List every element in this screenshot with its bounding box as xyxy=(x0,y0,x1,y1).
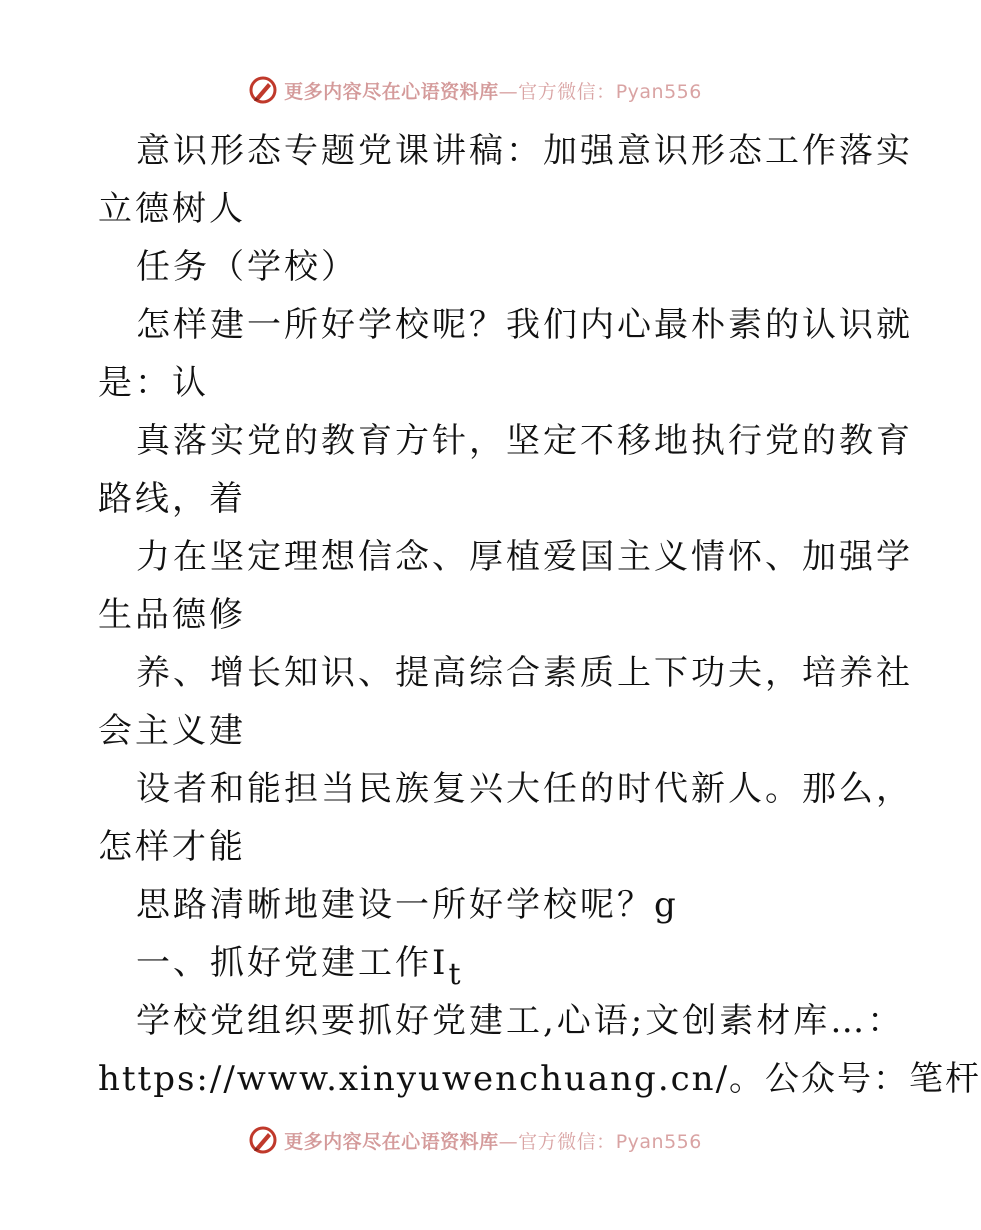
body-line: 学校党组织要抓好党建工,心语;文创素材库…： xyxy=(136,1001,905,1041)
stray-glyph-sub: t xyxy=(448,957,461,992)
pen-logo-icon xyxy=(248,1125,278,1155)
body-line: 生品德修 xyxy=(98,595,246,635)
body-line: 立德树人 xyxy=(98,189,246,229)
stray-glyph: I xyxy=(432,943,449,983)
footer-banner xyxy=(0,1120,950,1160)
body-line: 意识形态专题党课讲稿：加强意识形态工作落实 xyxy=(136,131,913,171)
header-banner-text: 更多内容尽在心语资料库—官方微信：Pyan556 xyxy=(284,80,702,103)
document-body xyxy=(98,122,981,1108)
header-banner xyxy=(0,70,950,110)
body-line: 养、增长知识、提高综合素质上下功夫，培养社 xyxy=(136,653,913,693)
footer-banner-text: 更多内容尽在心语资料库—官方微信：Pyan556 xyxy=(284,1130,702,1153)
body-line: 路线，着 xyxy=(98,479,246,519)
body-line: 怎样建一所好学校呢？我们内心最朴素的认识就 xyxy=(136,305,913,345)
body-line: 力在坚定理想信念、厚植爱国主义情怀、加强学 xyxy=(136,537,913,577)
body-line: 设者和能担当民族复兴大任的时代新人。那么， xyxy=(136,769,913,809)
body-line: 怎样才能 xyxy=(98,827,246,867)
body-line-url: https://www.xinyuwenchuang.cn/。公众号：笔杆 xyxy=(98,1059,981,1099)
body-line: 真落实党的教育方针，坚定不移地执行党的教育 xyxy=(136,421,913,461)
body-line: 是：认 xyxy=(98,363,209,403)
pen-logo-icon xyxy=(248,75,278,105)
body-line: 思路清晰地建设一所好学校呢？g xyxy=(136,885,679,925)
body-line: 任务（学校） xyxy=(136,247,358,287)
section-heading-text: 一、抓好党建工作 xyxy=(136,943,432,983)
body-line: 会主义建 xyxy=(98,711,246,751)
section-heading xyxy=(98,934,858,992)
